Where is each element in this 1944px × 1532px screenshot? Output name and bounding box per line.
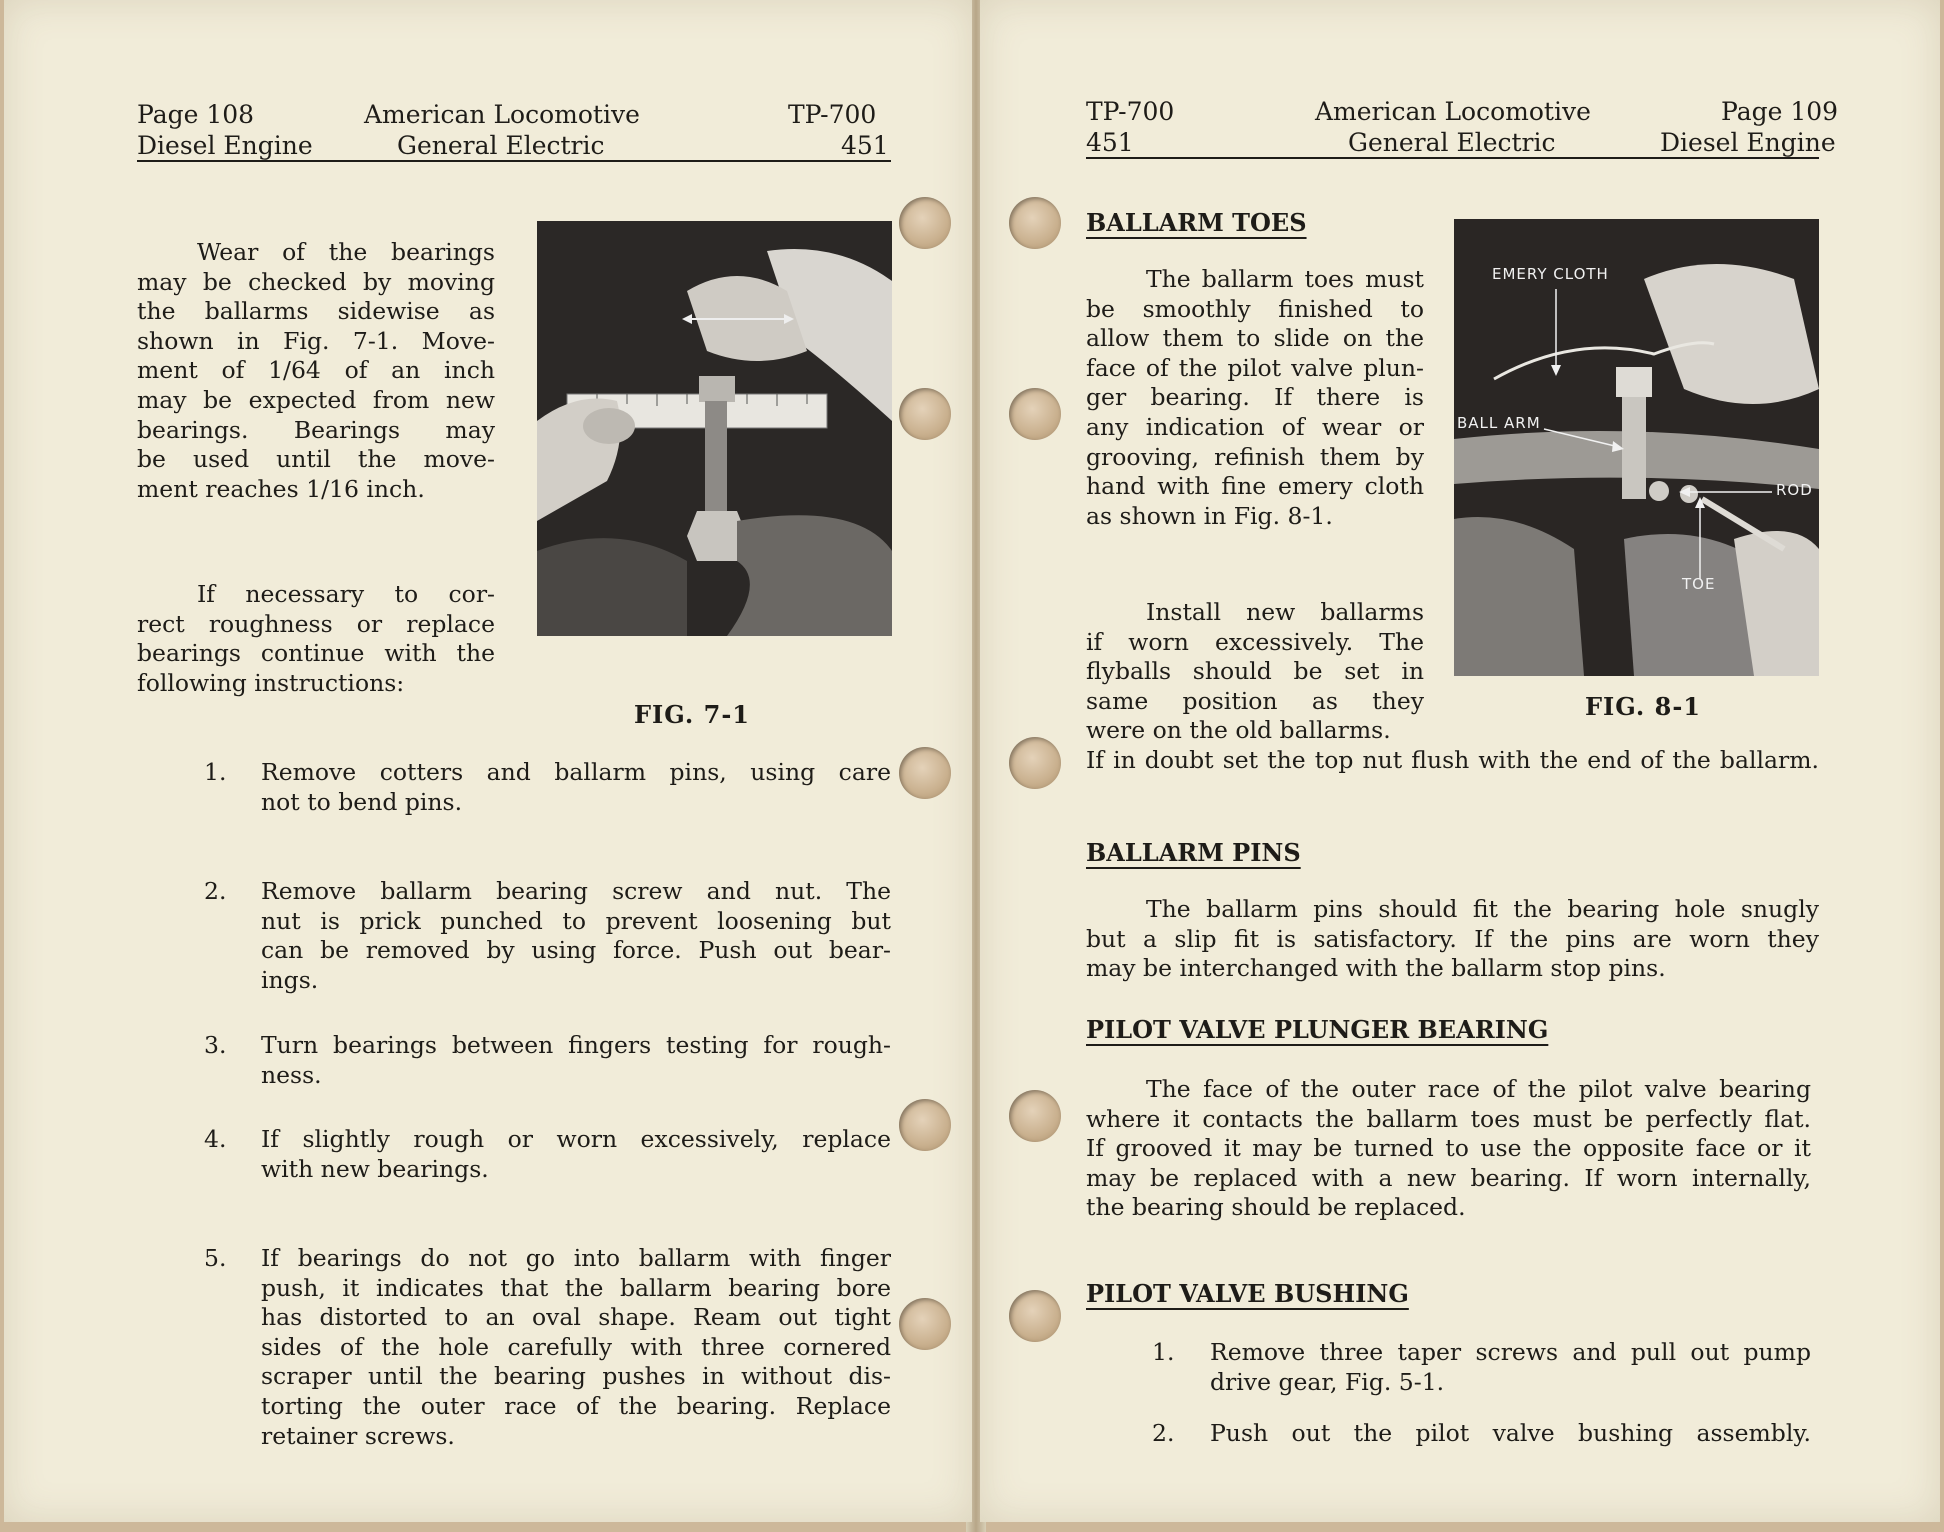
left-header-engine: Diesel Engine — [137, 131, 313, 160]
text-line: ment of 1/64 of an inch — [137, 356, 495, 385]
left-header-doc-code: TP-700 — [788, 100, 877, 129]
text-line: has distorted to an oval shape. Ream out tight — [261, 1303, 891, 1332]
text-line: hand with fine emery cloth — [1086, 472, 1424, 501]
punch-hole — [1009, 737, 1061, 789]
punch-hole — [899, 1298, 951, 1350]
text-line: following instructions: — [137, 668, 405, 697]
text-line: flyballs should be set in — [1086, 657, 1424, 686]
text-line: ment reaches 1/16 inch. — [137, 474, 425, 503]
text-line: Wear of the bearings — [197, 238, 495, 266]
text-line: If slightly rough or worn excessively, replace — [261, 1125, 891, 1153]
heading-ballarm-toes: BALLARM TOES — [1086, 208, 1307, 237]
text-line: ings. — [261, 965, 319, 994]
right-header-company-line1: American Locomotive — [1315, 97, 1591, 126]
pins-paragraph — [1086, 895, 1819, 984]
plunger-paragraph — [1086, 1075, 1811, 1223]
text-line: shown in Fig. 7-1. Move- — [137, 326, 495, 355]
text-line: allow them to slide on the — [1086, 324, 1424, 353]
step-3-number: 3. — [204, 1031, 227, 1059]
text-line: Remove three taper screws and pull out pump — [1210, 1338, 1811, 1366]
text-line: rect roughness or replace — [137, 609, 495, 638]
second-paragraph — [137, 580, 495, 698]
text-line: push, it indicates that the ballarm bearing bore — [261, 1273, 891, 1302]
text-line: bearings. Bearings may — [137, 415, 495, 444]
text-line: Remove cotters and ballarm pins, using care — [261, 758, 891, 786]
punch-hole — [1009, 1290, 1061, 1342]
fig-8-1-label-rod: ROD — [1776, 481, 1813, 499]
bushing-step-2-text: Push out the pilot valve bushing assembly. — [1210, 1419, 1811, 1447]
text-line: with new bearings. — [261, 1154, 489, 1183]
text-line: retainer screws. — [261, 1421, 455, 1450]
text-line: If grooved it may be turned to use the opposite face or it — [1086, 1134, 1811, 1163]
step-3-text — [261, 1031, 891, 1090]
punch-hole — [1009, 388, 1061, 440]
fig-8-1-label-emery-cloth: EMERY CLOTH — [1492, 265, 1609, 283]
heading-pilot-valve-plunger-bearing: PILOT VALVE PLUNGER BEARING — [1086, 1015, 1549, 1044]
text-line: but a slip fit is satisfactory. If the pins are worn they — [1086, 924, 1819, 953]
text-line: may be replaced with a new bearing. If worn internally, — [1086, 1163, 1811, 1192]
fig-8-1-photo — [1454, 219, 1819, 676]
text-line: sides of the hole carefully with three cornered — [261, 1332, 891, 1361]
text-line: where it contacts the ballarm toes must be perfectly flat. — [1086, 1104, 1811, 1133]
text-line: the ballarms sidewise as — [137, 297, 495, 326]
text-line: torting the outer race of the bearing. Replace — [261, 1391, 891, 1420]
text-line: may be checked by moving — [137, 267, 495, 296]
right-header-page-number: Page 109 — [1721, 97, 1839, 126]
text-line: as shown in Fig. 8-1. — [1086, 501, 1333, 530]
text-line: ness. — [261, 1060, 322, 1089]
text-line: bearings continue with the — [137, 639, 495, 668]
right-page — [980, 0, 1940, 1522]
step-5-text — [261, 1244, 891, 1451]
left-header-company-line2: General Electric — [397, 131, 605, 160]
bushing-step-2-number: 2. — [1152, 1419, 1175, 1447]
right-header-doc-number: 451 — [1086, 128, 1134, 157]
step-4-text — [261, 1125, 891, 1184]
step-5-number: 5. — [204, 1244, 227, 1272]
text-line: same position as they — [1086, 686, 1424, 715]
step-2-number: 2. — [204, 877, 227, 905]
text-line: be smoothly finished to — [1086, 294, 1424, 323]
text-line: If bearings do not go into ballarm with finger — [261, 1244, 891, 1272]
right-header-rule — [1086, 157, 1819, 159]
punch-hole — [899, 197, 951, 249]
text-line: not to bend pins. — [261, 787, 463, 816]
left-header-company-line1: American Locomotive — [364, 100, 640, 129]
text-line: ger bearing. If there is — [1086, 383, 1424, 412]
text-line: if worn excessively. The — [1086, 627, 1424, 656]
text-line: Turn bearings between fingers testing for rough- — [261, 1031, 891, 1059]
text-line: be used until the move- — [137, 445, 495, 474]
right-header-company-line2: General Electric — [1348, 128, 1556, 157]
toes-paragraph-1 — [1086, 265, 1424, 531]
fig-7-1-caption: FIG. 7-1 — [634, 700, 750, 729]
text-line: Remove ballarm bearing screw and nut. The — [261, 877, 891, 905]
text-line: If necessary to cor- — [197, 580, 495, 608]
right-header-doc-code: TP-700 — [1086, 97, 1175, 126]
left-header-page-number: Page 108 — [137, 100, 255, 129]
text-line: can be removed by using force. Push out bear- — [261, 936, 891, 965]
text-line: The ballarm pins should fit the bearing hole snugly — [1146, 895, 1819, 923]
text-line: may be interchanged with the ballarm stop pins. — [1086, 954, 1666, 983]
fig-8-1-label-toe: TOE — [1682, 575, 1716, 593]
step-4-number: 4. — [204, 1125, 227, 1153]
text-line: drive gear, Fig. 5-1. — [1210, 1367, 1445, 1396]
left-header-doc-number: 451 — [841, 131, 889, 160]
text-line: The face of the outer race of the pilot valve bearing — [1146, 1075, 1811, 1103]
step-1-number: 1. — [204, 758, 227, 786]
fig-8-1-caption: FIG. 8-1 — [1585, 692, 1701, 721]
left-page — [4, 0, 972, 1522]
step-2-text — [261, 877, 891, 995]
left-header-rule — [137, 160, 891, 162]
punch-hole — [899, 388, 951, 440]
text-line: Install new ballarms — [1146, 598, 1424, 626]
punch-hole — [1009, 197, 1061, 249]
text-line: The ballarm toes must — [1146, 265, 1424, 293]
text-line: nut is prick punched to prevent loosening but — [261, 906, 891, 935]
right-header-engine: Diesel Engine — [1660, 128, 1836, 157]
text-line: may be expected from new — [137, 385, 495, 414]
fig-8-1-image — [1454, 219, 1819, 676]
punch-hole — [899, 747, 951, 799]
text-line: the bearing should be replaced. — [1086, 1193, 1466, 1222]
bushing-step-1-text — [1210, 1338, 1811, 1397]
toes-paragraph-2-full-line: If in doubt set the top nut flush with the end of the ballarm. — [1086, 746, 1819, 774]
intro-paragraph — [137, 238, 495, 504]
heading-pilot-valve-bushing: PILOT VALVE BUSHING — [1086, 1279, 1409, 1308]
punch-hole — [1009, 1090, 1061, 1142]
text-line: face of the pilot valve plun- — [1086, 353, 1424, 382]
step-1-text — [261, 758, 891, 817]
text-line: grooving, refinish them by — [1086, 442, 1424, 471]
heading-ballarm-pins: BALLARM PINS — [1086, 838, 1301, 867]
bushing-step-1-number: 1. — [1152, 1338, 1175, 1366]
text-line: were on the old ballarms. — [1086, 716, 1391, 745]
fig-7-1-image — [537, 221, 892, 636]
punch-hole — [899, 1099, 951, 1151]
fig-8-1-label-ball-arm: BALL ARM — [1457, 414, 1541, 432]
text-line: scraper until the bearing pushes in without dis- — [261, 1362, 891, 1391]
toes-paragraph-2 — [1086, 598, 1424, 746]
text-line: any indication of wear or — [1086, 412, 1424, 441]
fig-7-1-photo — [537, 221, 892, 636]
